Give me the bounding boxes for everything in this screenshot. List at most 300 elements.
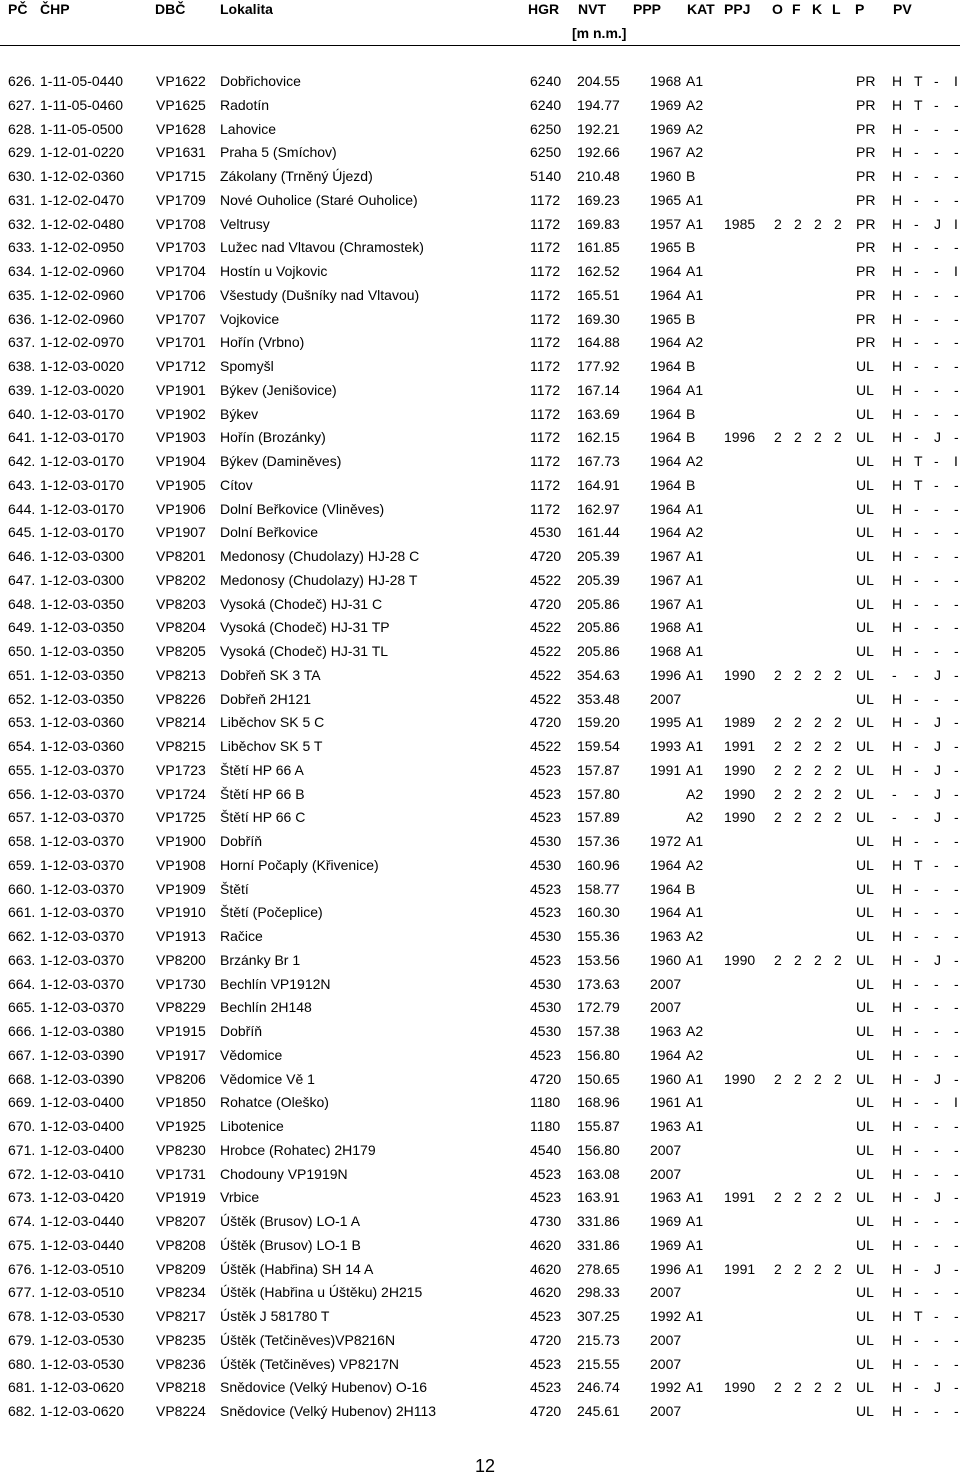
cell-i-flag: -: [954, 1165, 959, 1182]
cell-nvt: 156.80: [577, 1046, 620, 1063]
cell-i-flag: -: [954, 833, 959, 849]
cell-nvt: 164.88: [577, 334, 620, 351]
cell-nvt: 163.08: [577, 1165, 620, 1182]
cell-o: 2: [774, 1070, 782, 1087]
cell-row-number: 655.: [8, 761, 36, 778]
cell-lokalita: Snědovice (Velký Hubenov) O-16: [220, 1379, 427, 1396]
cell-h-flag: H: [892, 524, 903, 541]
cell-chp: 1-12-03-0300: [40, 571, 125, 588]
cell-t-flag: -: [914, 358, 919, 374]
cell-h-flag: H: [892, 1236, 903, 1253]
cell-kat: B: [686, 476, 696, 493]
cell-nvt: 204.55: [577, 73, 620, 89]
cell-h-flag: H: [892, 239, 903, 256]
cell-lokalita: Vojkovice: [220, 310, 280, 327]
cell-dbc: VP1913: [156, 928, 206, 944]
cell-chp: 1-12-02-0960: [40, 286, 125, 303]
cell-t-flag: -: [914, 690, 919, 707]
cell-nvt: 157.80: [577, 785, 620, 802]
cell-k: 2: [814, 785, 822, 802]
cell-j-flag: -: [934, 1355, 939, 1372]
cell-ppj: 1990: [724, 1070, 756, 1087]
cell-kat: A1: [686, 951, 704, 968]
header-ppp: PPP: [633, 1, 662, 17]
cell-h-flag: H: [892, 1141, 903, 1158]
cell-nvt: 215.55: [577, 1355, 620, 1372]
cell-i-flag: -: [954, 904, 959, 921]
cell-j-flag: -: [934, 286, 939, 303]
cell-i-flag: -: [954, 809, 959, 826]
cell-t-flag: -: [914, 595, 919, 612]
cell-dbc: VP1715: [156, 168, 206, 184]
cell-j-flag: -: [934, 500, 939, 517]
cell-lokalita: Dolní Beřkovice (Vliněves): [220, 500, 385, 517]
cell-dbc: VP8234: [156, 1284, 206, 1301]
table-row: [0, 545, 960, 567]
cell-h-flag: H: [892, 1213, 903, 1229]
cell-p: PR: [856, 334, 876, 351]
cell-chp: 1-12-02-0960: [40, 263, 125, 279]
cell-j-flag: -: [934, 476, 939, 493]
cell-t-flag: -: [914, 999, 919, 1016]
header-pv: PV: [893, 1, 912, 17]
cell-ppp: 2007: [650, 1165, 682, 1182]
cell-hgr: 4523: [530, 1046, 562, 1063]
cell-dbc: VP1628: [156, 120, 206, 137]
cell-kat: A1: [686, 1189, 704, 1206]
cell-dbc: VP1631: [156, 144, 206, 161]
table-row: [0, 759, 960, 781]
cell-h-flag: H: [892, 1379, 903, 1396]
cell-p: UL: [856, 856, 874, 873]
cell-lokalita: Štětí HP 66 C: [220, 809, 306, 826]
cell-ppj: 1985: [724, 215, 756, 232]
cell-row-number: 666.: [8, 1023, 36, 1039]
cell-nvt: 331.86: [577, 1213, 620, 1229]
cell-t-flag: -: [914, 1046, 919, 1063]
cell-t-flag: -: [914, 334, 919, 351]
cell-ppp: 1964: [650, 904, 682, 921]
cell-i-flag: -: [954, 690, 959, 707]
cell-dbc: VP8229: [156, 999, 206, 1016]
cell-nvt: 307.25: [577, 1308, 620, 1324]
cell-i-flag: -: [954, 951, 959, 968]
cell-t-flag: -: [914, 1094, 919, 1111]
cell-p: UL: [856, 785, 874, 802]
cell-row-number: 674.: [8, 1213, 36, 1229]
cell-row-number: 647.: [8, 571, 36, 588]
cell-nvt: 159.54: [577, 738, 620, 754]
cell-j-flag: -: [934, 263, 939, 279]
table-row: [0, 1091, 960, 1113]
cell-i-flag: -: [954, 1141, 959, 1158]
cell-j-flag: -: [934, 999, 939, 1016]
cell-p: UL: [856, 738, 874, 754]
cell-ppp: 2007: [650, 999, 682, 1016]
cell-j-flag: -: [934, 1236, 939, 1253]
cell-l: 2: [834, 1070, 842, 1087]
cell-nvt: 215.73: [577, 1331, 620, 1348]
table-row: [0, 1305, 960, 1327]
cell-p: UL: [856, 548, 874, 564]
cell-hgr: 1172: [530, 215, 561, 232]
cell-h-flag: H: [892, 1355, 903, 1372]
cell-chp: 1-12-03-0020: [40, 358, 125, 374]
cell-h-flag: H: [892, 928, 903, 944]
cell-chp: 1-12-03-0390: [40, 1046, 125, 1063]
cell-t-flag: -: [914, 1403, 919, 1419]
cell-p: PR: [856, 239, 876, 256]
cell-lokalita: Praha 5 (Smíchov): [220, 144, 337, 161]
cell-chp: 1-12-03-0530: [40, 1308, 125, 1324]
cell-row-number: 681.: [8, 1379, 36, 1396]
cell-ppp: 1969: [650, 96, 682, 113]
cell-hgr: 1172: [530, 191, 561, 208]
cell-row-number: 662.: [8, 928, 36, 944]
cell-h-flag: H: [892, 96, 903, 113]
cell-lokalita: Dobřeň 2H121: [220, 690, 312, 707]
cell-t-flag: -: [914, 263, 919, 279]
cell-j-flag: -: [934, 1213, 939, 1229]
cell-i-flag: -: [954, 1355, 959, 1372]
cell-i-flag: -: [954, 619, 959, 636]
cell-ppp: 1964: [650, 334, 682, 351]
cell-t-flag: -: [914, 405, 919, 422]
cell-row-number: 631.: [8, 191, 36, 208]
cell-i-flag: -: [954, 381, 959, 398]
cell-p: UL: [856, 595, 874, 612]
cell-t-flag: -: [914, 951, 919, 968]
table-row: [0, 284, 960, 306]
cell-row-number: 633.: [8, 239, 36, 256]
cell-chp: 1-12-03-0170: [40, 476, 125, 493]
cell-f: 2: [794, 714, 802, 731]
cell-f: 2: [794, 1189, 802, 1206]
cell-h-flag: H: [892, 690, 903, 707]
cell-j-flag: -: [934, 334, 939, 351]
cell-row-number: 672.: [8, 1165, 36, 1182]
cell-nvt: 157.38: [577, 1023, 620, 1039]
cell-chp: 1-12-02-0360: [40, 168, 125, 184]
cell-chp: 1-12-03-0370: [40, 880, 125, 897]
table-row: [0, 1400, 960, 1422]
cell-ppp: 1969: [650, 120, 682, 137]
cell-i-flag: I: [954, 73, 958, 89]
cell-j-flag: -: [934, 191, 939, 208]
cell-h-flag: H: [892, 381, 903, 398]
cell-nvt: 162.15: [577, 429, 620, 446]
cell-h-flag: H: [892, 168, 903, 184]
cell-kat: B: [686, 429, 696, 446]
cell-hgr: 4620: [530, 1284, 562, 1301]
cell-dbc: VP1723: [156, 761, 206, 778]
cell-kat: A2: [686, 856, 704, 873]
cell-p: UL: [856, 1403, 874, 1419]
cell-kat: A1: [686, 619, 704, 636]
cell-t-flag: -: [914, 1023, 919, 1039]
cell-h-flag: H: [892, 856, 903, 873]
cell-j-flag: -: [934, 524, 939, 541]
cell-kat: B: [686, 168, 696, 184]
cell-h-flag: H: [892, 904, 903, 921]
cell-i-flag: -: [954, 476, 959, 493]
cell-t-flag: -: [914, 1165, 919, 1182]
cell-f: 2: [794, 785, 802, 802]
cell-lokalita: Hořín (Vrbno): [220, 334, 305, 351]
cell-t-flag: -: [914, 310, 919, 327]
cell-t-flag: -: [914, 904, 919, 921]
cell-t-flag: -: [914, 619, 919, 636]
cell-dbc: VP1901: [156, 381, 206, 398]
cell-dbc: VP1701: [156, 334, 206, 351]
cell-t-flag: -: [914, 1141, 919, 1158]
cell-p: UL: [856, 1023, 874, 1039]
cell-lokalita: Liběchov SK 5 T: [220, 738, 323, 754]
cell-lokalita: Hrobce (Rohatec) 2H179: [220, 1141, 376, 1158]
cell-kat: A1: [686, 666, 704, 683]
cell-i-flag: -: [954, 1189, 959, 1206]
cell-ppp: 1992: [650, 1379, 682, 1396]
cell-row-number: 665.: [8, 999, 36, 1016]
cell-o: 2: [774, 785, 782, 802]
cell-j-flag: -: [934, 595, 939, 612]
cell-kat: A2: [686, 334, 704, 351]
cell-hgr: 6240: [530, 96, 562, 113]
cell-dbc: VP1925: [156, 1118, 206, 1134]
cell-t-flag: -: [914, 714, 919, 731]
cell-k: 2: [814, 1379, 822, 1396]
cell-i-flag: -: [954, 120, 959, 137]
cell-k: 2: [814, 429, 822, 446]
cell-dbc: VP8203: [156, 595, 206, 612]
cell-o: 2: [774, 1260, 782, 1277]
cell-t-flag: -: [914, 738, 919, 754]
cell-j-flag: -: [934, 310, 939, 327]
cell-h-flag: H: [892, 215, 903, 232]
cell-hgr: 1172: [530, 334, 561, 351]
cell-dbc: VP1900: [156, 833, 206, 849]
cell-ppp: 1961: [650, 1094, 682, 1111]
cell-i-flag: -: [954, 334, 959, 351]
cell-j-flag: -: [934, 975, 939, 992]
cell-i-flag: -: [954, 1213, 959, 1229]
cell-p: UL: [856, 524, 874, 541]
cell-l: 2: [834, 1189, 842, 1206]
table-row: [0, 141, 960, 163]
cell-dbc: VP8208: [156, 1236, 206, 1253]
cell-ppp: 1964: [650, 524, 682, 541]
cell-h-flag: H: [892, 358, 903, 374]
cell-row-number: 653.: [8, 714, 36, 731]
cell-row-number: 661.: [8, 904, 36, 921]
cell-row-number: 632.: [8, 215, 36, 232]
cell-p: UL: [856, 429, 874, 446]
cell-dbc: VP8215: [156, 738, 206, 754]
cell-dbc: VP1622: [156, 73, 206, 89]
cell-lokalita: Býkev (Daminěves): [220, 453, 342, 469]
cell-lokalita: Lužec nad Vltavou (Chramostek): [220, 239, 424, 256]
cell-hgr: 6250: [530, 120, 562, 137]
cell-o: 2: [774, 429, 782, 446]
cell-lokalita: Veltrusy: [220, 215, 270, 232]
cell-h-flag: H: [892, 334, 903, 351]
cell-i-flag: -: [954, 358, 959, 374]
cell-j-flag: -: [934, 571, 939, 588]
cell-dbc: VP8214: [156, 714, 206, 731]
table-row: [0, 70, 960, 92]
cell-chp: 1-12-03-0370: [40, 951, 125, 968]
cell-f: 2: [794, 666, 802, 683]
cell-ppj: 1991: [724, 1260, 756, 1277]
cell-t-flag: -: [914, 1284, 919, 1301]
cell-kat: A2: [686, 1046, 704, 1063]
cell-h-flag: -: [892, 666, 897, 683]
cell-dbc: VP1625: [156, 96, 206, 113]
cell-lokalita: Horní Počaply (Křivenice): [220, 856, 379, 873]
cell-kat: A2: [686, 785, 704, 802]
cell-chp: 1-12-03-0020: [40, 381, 125, 398]
cell-kat: B: [686, 405, 696, 422]
cell-j-flag: -: [934, 1165, 939, 1182]
cell-h-flag: H: [892, 310, 903, 327]
cell-j-flag: J: [934, 215, 941, 232]
cell-chp: 1-12-03-0620: [40, 1403, 125, 1419]
cell-i-flag: -: [954, 999, 959, 1016]
cell-i-flag: -: [954, 1331, 959, 1348]
cell-i-flag: -: [954, 975, 959, 992]
cell-h-flag: H: [892, 738, 903, 754]
cell-chp: 1-11-05-0500: [40, 120, 124, 137]
cell-hgr: 1180: [530, 1118, 561, 1134]
header-nvt: NVT: [578, 1, 606, 17]
cell-k: 2: [814, 951, 822, 968]
cell-ppp: 1963: [650, 928, 682, 944]
cell-t-flag: -: [914, 643, 919, 659]
cell-p: UL: [856, 1118, 874, 1134]
table-row: [0, 426, 960, 448]
cell-ppj: 1991: [724, 738, 756, 754]
cell-j-flag: J: [934, 738, 941, 754]
cell-nvt: 165.51: [577, 286, 620, 303]
cell-nvt: 155.87: [577, 1118, 620, 1134]
cell-t-flag: -: [914, 666, 919, 683]
cell-ppp: 2007: [650, 690, 682, 707]
cell-row-number: 678.: [8, 1308, 36, 1324]
cell-chp: 1-12-03-0350: [40, 595, 125, 612]
table-row: [0, 403, 960, 425]
table-row: [0, 996, 960, 1018]
cell-j-flag: -: [934, 1023, 939, 1039]
cell-nvt: 210.48: [577, 168, 620, 184]
cell-i-flag: -: [954, 1023, 959, 1039]
cell-lokalita: Račice: [220, 928, 263, 944]
cell-o: 2: [774, 1189, 782, 1206]
cell-hgr: 4523: [530, 951, 562, 968]
cell-hgr: 4530: [530, 833, 562, 849]
cell-hgr: 4530: [530, 999, 562, 1016]
cell-nvt: 150.65: [577, 1070, 620, 1087]
table-row: [0, 1115, 960, 1137]
table-row: [0, 1044, 960, 1066]
cell-nvt: 205.86: [577, 619, 620, 636]
cell-h-flag: H: [892, 1308, 903, 1324]
cell-i-flag: I: [954, 263, 958, 279]
cell-j-flag: -: [934, 619, 939, 636]
cell-i-flag: -: [954, 310, 959, 327]
cell-dbc: VP8205: [156, 643, 206, 659]
cell-row-number: 680.: [8, 1355, 36, 1372]
cell-nvt: 168.96: [577, 1094, 620, 1111]
cell-hgr: 1172: [530, 358, 561, 374]
cell-t-flag: -: [914, 215, 919, 232]
cell-kat: A1: [686, 1379, 704, 1396]
cell-chp: 1-12-01-0220: [40, 144, 125, 161]
table-row: [0, 118, 960, 140]
cell-i-flag: -: [954, 144, 959, 161]
cell-p: UL: [856, 1284, 874, 1301]
cell-j-flag: -: [934, 405, 939, 422]
cell-j-flag: -: [934, 1094, 939, 1111]
cell-row-number: 630.: [8, 168, 36, 184]
cell-kat: A2: [686, 120, 704, 137]
cell-p: PR: [856, 168, 876, 184]
cell-hgr: 1172: [530, 500, 561, 517]
cell-ppp: 1992: [650, 1308, 682, 1324]
cell-i-flag: -: [954, 524, 959, 541]
cell-p: UL: [856, 1165, 874, 1182]
cell-dbc: VP8206: [156, 1070, 206, 1087]
cell-h-flag: H: [892, 880, 903, 897]
cell-lokalita: Brzánky Br 1: [220, 951, 301, 968]
cell-j-flag: -: [934, 358, 939, 374]
cell-dbc: VP1707: [156, 310, 206, 327]
cell-ppp: 1964: [650, 286, 682, 303]
cell-k: 2: [814, 714, 822, 731]
cell-row-number: 635.: [8, 286, 36, 303]
cell-chp: 1-12-03-0400: [40, 1094, 125, 1111]
cell-dbc: VP8230: [156, 1141, 206, 1158]
cell-lokalita: Vysoká (Chodeč) HJ-31 C: [220, 595, 383, 612]
cell-j-flag: -: [934, 643, 939, 659]
table-row: [0, 474, 960, 496]
cell-j-flag: -: [934, 1308, 939, 1324]
cell-chp: 1-12-03-0440: [40, 1213, 125, 1229]
cell-row-number: 636.: [8, 310, 36, 327]
cell-t-flag: -: [914, 120, 919, 137]
cell-lokalita: Všestudy (Dušníky nad Vltavou): [220, 286, 420, 303]
cell-p: UL: [856, 453, 874, 469]
cell-kat: A1: [686, 1118, 704, 1134]
cell-chp: 1-12-03-0350: [40, 666, 125, 683]
cell-nvt: 162.97: [577, 500, 620, 517]
cell-row-number: 667.: [8, 1046, 36, 1063]
cell-ppp: 1996: [650, 666, 682, 683]
cell-f: 2: [794, 809, 802, 826]
cell-dbc: VP1903: [156, 429, 206, 446]
cell-lokalita: Medonosy (Chudolazy) HJ-28 C: [220, 548, 420, 564]
cell-h-flag: H: [892, 1094, 903, 1111]
cell-l: 2: [834, 785, 842, 802]
table-row: [0, 688, 960, 710]
table-row: [0, 664, 960, 686]
cell-j-flag: -: [934, 1141, 939, 1158]
cell-kat: A2: [686, 809, 704, 826]
cell-hgr: 1172: [530, 476, 561, 493]
cell-chp: 1-12-03-0400: [40, 1141, 125, 1158]
cell-ppp: 1964: [650, 500, 682, 517]
table-row: [0, 1020, 960, 1042]
cell-o: 2: [774, 761, 782, 778]
